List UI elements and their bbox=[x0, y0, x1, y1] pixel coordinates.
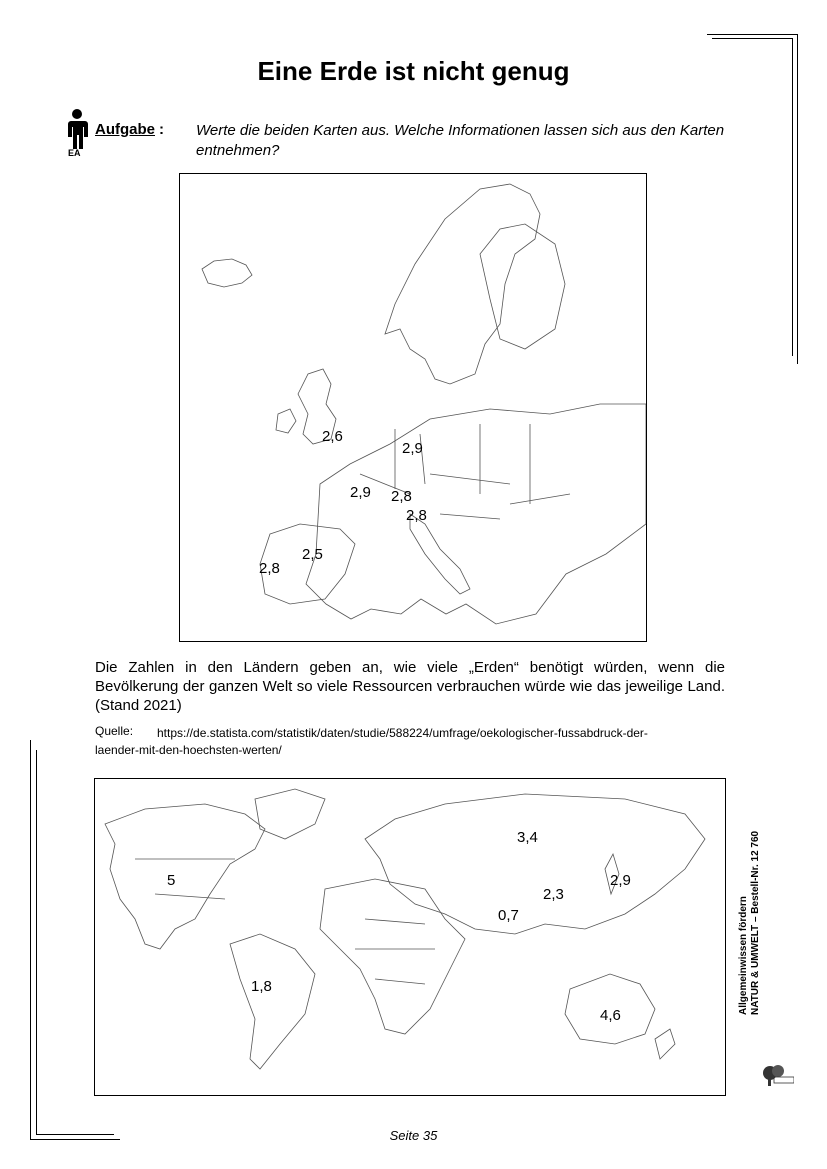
source-label: Quelle: bbox=[95, 724, 134, 738]
europe-label-france: 2,9 bbox=[350, 484, 371, 501]
europe-label-italy: 2,8 bbox=[406, 507, 427, 524]
europe-map-outline bbox=[180, 174, 646, 641]
world-label-china: 2,3 bbox=[543, 886, 564, 903]
side-line-2: NATUR & UMWELT – Bestell-Nr. 12 760 bbox=[750, 830, 761, 1015]
page-number: Seite 35 bbox=[389, 1128, 438, 1143]
europe-label-germany: 2,9 bbox=[402, 440, 423, 457]
task-text: Werte die beiden Karten aus. Welche Informationen lassen sich aus den Karten entnehmen? bbox=[196, 122, 725, 159]
side-publisher-text bbox=[738, 715, 762, 1015]
europe-map bbox=[179, 173, 647, 642]
world-label-russia: 3,4 bbox=[517, 829, 538, 846]
world-label-south-america: 1,8 bbox=[251, 978, 272, 995]
corner-line-left-2 bbox=[36, 750, 37, 1135]
ea-badge: EA bbox=[68, 148, 81, 158]
world-label-australia: 4,6 bbox=[600, 1007, 621, 1024]
corner-line-top-2 bbox=[712, 38, 792, 39]
description-text: Die Zahlen in den Ländern geben an, wie viele „Erden“ benötigt würden, wenn die Bevölkerung der ganzen Welt so viele Ressourcen verbrauchen würde wie das jeweilige Land. (Stand 2021) bbox=[95, 659, 725, 714]
world-map bbox=[94, 778, 726, 1096]
world-label-north-america: 5 bbox=[167, 872, 176, 889]
world-label-japan: 2,9 bbox=[610, 872, 631, 889]
corner-line-top bbox=[707, 34, 798, 35]
publisher-logo-icon bbox=[760, 1063, 794, 1087]
task-label: Aufgabe bbox=[95, 121, 155, 138]
source-url[interactable]: https://de.statista.com/statistik/daten/studie/588224/umfrage/oekologischer-fussabdruck-der- bbox=[157, 726, 648, 740]
page-title: Eine Erde ist nicht genug bbox=[257, 56, 570, 86]
world-label-india: 0,7 bbox=[498, 907, 519, 924]
source-url-continued[interactable]: laender-mit-den-hoechsten-werten/ bbox=[95, 743, 282, 757]
task-colon: : bbox=[159, 121, 164, 138]
europe-label-spain: 2,5 bbox=[302, 546, 323, 563]
europe-label-uk: 2,6 bbox=[322, 428, 343, 445]
world-map-outline bbox=[95, 779, 725, 1095]
europe-label-switzerland: 2,8 bbox=[391, 488, 412, 505]
corner-line-left bbox=[30, 740, 31, 1140]
europe-label-portugal: 2,8 bbox=[259, 560, 280, 577]
side-line-1: Allgemeinwissen fördern bbox=[738, 896, 749, 1015]
